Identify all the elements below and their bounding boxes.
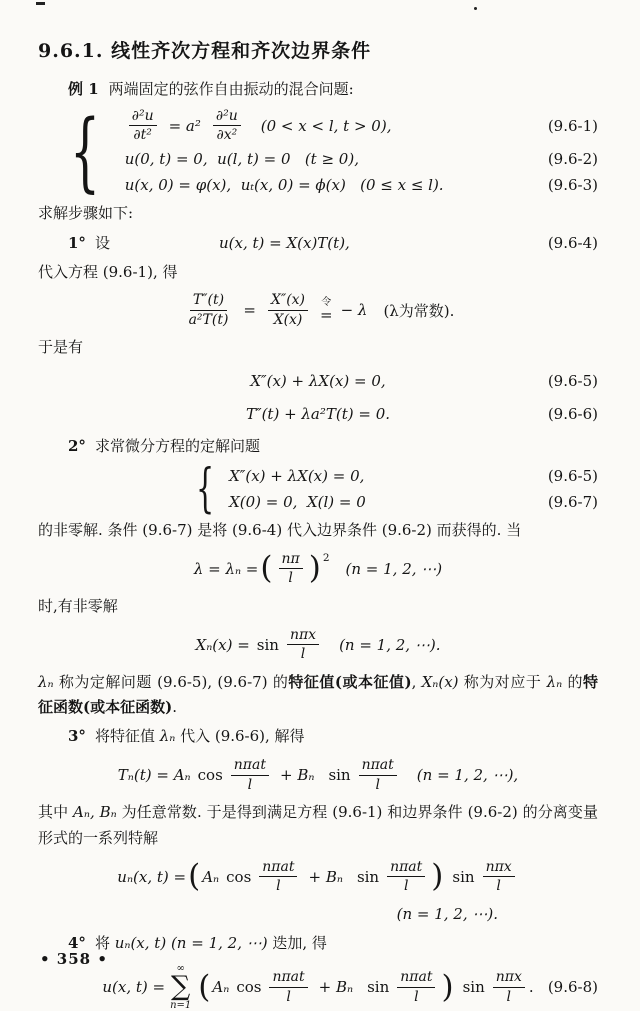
fraction: [213, 108, 241, 144]
numerator: ∂²u: [213, 108, 241, 127]
math-token: Xₙ(x): [421, 672, 459, 691]
summation-symbol: [170, 963, 191, 1011]
ode-t-equation: [38, 401, 598, 427]
denominator: l: [286, 988, 291, 1005]
step-verb: 设: [94, 233, 110, 252]
eigenvalue-equation: [38, 551, 598, 587]
math-token: λₙ: [546, 672, 563, 691]
text-run: 为任意常数. 于是得到满足方程 (9.6-1) 和边界条件 (9.6-2) 的分离变量形式的一系列特解: [38, 803, 598, 847]
then-nonzero-text: 时,有非零解: [38, 596, 118, 615]
denominator: l: [300, 646, 306, 663]
eigenvalue-term: 特征值(或本征值): [288, 672, 412, 691]
close-paren: ): [431, 858, 444, 895]
numerator: nπat: [359, 757, 397, 776]
fraction: [231, 757, 269, 793]
denominator: l: [288, 570, 293, 587]
denominator: l: [276, 878, 281, 895]
wave-equation-line: [125, 106, 598, 146]
denominator: a²T(t): [188, 311, 229, 328]
sin-function: sin: [367, 978, 390, 997]
text-run: 的: [562, 672, 583, 691]
eigenfunction-equation: [38, 627, 598, 663]
equation-tag: (9.6-5): [547, 467, 598, 486]
equals-sign: =: [320, 306, 333, 325]
cos-function: cos: [236, 978, 262, 997]
fraction: [129, 108, 157, 144]
numerator: nπat: [397, 969, 435, 988]
text-run: 将: [94, 933, 115, 952]
denominator: l: [506, 988, 512, 1005]
denominator: l: [375, 776, 380, 793]
boundary-condition-line: [125, 146, 598, 172]
text-run: .: [172, 698, 177, 717]
step-3-heading: [38, 724, 598, 750]
denominator: l: [403, 878, 409, 895]
text-run: 代入 (9.6-6), 解得: [175, 727, 305, 746]
sin-function: sin: [328, 766, 351, 785]
math-token: u(x, t) =: [102, 978, 166, 997]
constant-note: (λ为常数).: [383, 301, 455, 320]
fraction: [268, 292, 308, 328]
fraction: [186, 292, 232, 328]
math-token: X(0) = 0, X(l) = 0: [229, 493, 366, 512]
fraction: [269, 969, 307, 1005]
math-token: λ = λₙ =: [193, 559, 259, 578]
equals-sign: =: [243, 301, 256, 320]
denominator: ∂x²: [216, 127, 238, 144]
text-run: ,: [411, 672, 422, 691]
eigen-ode-line: [229, 463, 598, 489]
substitution-note: 代入方程 (9.6-1), 得: [38, 262, 178, 281]
numerator: ∂²u: [129, 108, 157, 127]
fraction: [359, 757, 397, 793]
open-paren: (: [198, 968, 211, 1005]
superposition-equation: [38, 963, 598, 1011]
step-number: 3°: [68, 727, 86, 746]
numerator: nπ: [279, 551, 303, 570]
section-title: 9.6.1. 线性齐次方程和齐次边界条件: [38, 40, 372, 62]
eigenfunction-term: 特征函数(或本征函数): [38, 672, 598, 717]
left-brace: {: [70, 101, 101, 202]
text-run: 其中: [38, 803, 74, 822]
fraction: [387, 859, 425, 895]
sin-function: sin: [452, 867, 475, 886]
math-token: λₙ: [159, 727, 176, 746]
math-token: Xₙ(x) =: [195, 635, 250, 654]
equation-tag: (9.6-6): [547, 405, 598, 424]
math-token: Aₙ: [202, 867, 220, 886]
index-condition: (n = 1, 2, ⋯).: [396, 904, 498, 923]
math-token: + Bₙ: [279, 766, 315, 785]
sigma-icon: ∑: [171, 971, 191, 1003]
sum-lower-limit: n=1: [170, 999, 192, 1011]
cos-function: cos: [226, 867, 252, 886]
steps-intro: 求解步骤如下:: [38, 203, 134, 222]
example-label: 例 1: [68, 80, 99, 98]
fraction: [397, 969, 435, 1005]
denote-mark: 令: [321, 297, 332, 309]
ode-x-equation: [38, 368, 598, 394]
eigen-bc-line: [229, 489, 598, 515]
open-paren: (: [188, 858, 201, 895]
arbitrary-constants-paragraph: [38, 800, 598, 852]
equation-tag: (9.6-7): [547, 493, 598, 512]
equation-tag: (9.6-3): [547, 175, 598, 194]
math-token: T″(t) + λa²T(t) = 0.: [245, 405, 391, 424]
thus-text: 于是有: [38, 338, 84, 357]
n-range-line: [38, 902, 598, 928]
text-run: 称为定解问题 (9.6-5), (9.6-7) 的: [53, 672, 289, 691]
step-number: 4°: [68, 933, 86, 952]
left-brace: {: [196, 459, 215, 520]
close-paren: ): [441, 968, 454, 1005]
math-token: uₙ(x, t) =: [117, 867, 187, 886]
sum-upper-limit: ∞: [176, 963, 185, 975]
math-token: λₙ: [38, 672, 54, 691]
sin-function: sin: [256, 635, 279, 654]
math-token: uₙ(x, t) (n = 1, 2, ⋯): [114, 933, 268, 952]
close-paren: ): [308, 550, 321, 587]
separation-equation: [38, 292, 598, 328]
index-condition: (n = 1, 2, ⋯): [345, 559, 443, 578]
math-token: + Bₙ: [318, 978, 354, 997]
math-token: u(x, 0) = φ(x), uₜ(x, 0) = ϕ(x) (0 ≤ x ≤ l).: [124, 175, 444, 194]
numerator: nπx: [483, 859, 515, 878]
numerator: nπx: [493, 969, 525, 988]
numerator: nπx: [287, 627, 319, 646]
step-number: 2°: [68, 437, 86, 456]
equation-tag: (9.6-8): [547, 978, 598, 997]
step-2-heading: [38, 434, 598, 460]
exponent: 2: [322, 551, 330, 564]
math-token: X″(x) + λX(x) = 0,: [250, 372, 386, 391]
ansatz-equation: u(x, t) = X(x)T(t),: [218, 233, 350, 252]
step-4-heading: [38, 931, 598, 957]
step-number: 1°: [68, 233, 86, 252]
fraction: [279, 551, 303, 587]
equation-system-1: [70, 101, 598, 202]
sin-function: sin: [462, 978, 485, 997]
math-token: X″(x) + λX(x) = 0,: [229, 467, 365, 486]
math-token: Aₙ, Bₙ: [73, 803, 117, 822]
denominator: l: [496, 878, 501, 895]
period: .: [528, 978, 534, 997]
fraction: [287, 627, 319, 663]
fraction: [483, 859, 515, 895]
domain-condition: (0 < x < l, t > 0),: [260, 116, 392, 135]
numerator: nπat: [387, 859, 425, 878]
step-1-heading: [38, 230, 598, 257]
text-run: 将特征值: [94, 727, 160, 746]
step-text: 求常微分方程的定解问题: [94, 437, 260, 456]
numerator: T″(t): [190, 292, 227, 311]
numerator: nπat: [259, 859, 297, 878]
index-condition: (n = 1, 2, ⋯),: [416, 766, 519, 785]
particular-solutions-equation: [38, 859, 598, 895]
fraction: [493, 969, 525, 1005]
equation-tag: (9.6-5): [547, 372, 598, 391]
equation-tag: (9.6-2): [547, 149, 598, 168]
text-run: 迭加, 得: [267, 933, 327, 952]
page-number: • 358 •: [40, 950, 108, 968]
numerator: nπat: [231, 757, 269, 776]
denote-equals: [320, 297, 333, 323]
eigen-terminology-paragraph: [38, 670, 598, 722]
denominator: X(x): [273, 311, 303, 328]
example-heading: [38, 77, 598, 103]
nonzero-solution-paragraph: 的非零解. 条件 (9.6-7) 是将 (9.6-4) 代入边界条件 (9.6-2) 而获得的. 当: [38, 521, 522, 540]
open-paren: (: [260, 550, 273, 587]
numerator: X″(x): [268, 292, 308, 311]
equation-tag: (9.6-4): [547, 233, 598, 252]
denominator: l: [247, 776, 253, 793]
math-token: u(0, t) = 0, u(l, t) = 0 (t ≥ 0),: [124, 149, 359, 168]
sin-function: sin: [356, 867, 380, 886]
cos-function: cos: [197, 766, 223, 785]
equation-system-2: [196, 459, 598, 520]
example-text: 两端固定的弦作自由振动的混合问题:: [108, 80, 354, 98]
math-token: − λ: [340, 301, 368, 320]
numerator: nπat: [269, 969, 307, 988]
math-token: Tₙ(t) = Aₙ: [117, 766, 191, 785]
denominator: ∂t²: [133, 127, 152, 144]
math-token: = a²: [168, 116, 201, 135]
text-run: 称为对应于: [458, 672, 547, 691]
general-t-solution: [38, 757, 598, 793]
denominator: l: [414, 988, 419, 1005]
math-token: + Bₙ: [308, 867, 343, 886]
fraction: [259, 859, 297, 895]
index-condition: (n = 1, 2, ⋯).: [339, 635, 441, 654]
math-token: Aₙ: [212, 978, 230, 997]
equation-tag: (9.6-1): [547, 116, 598, 135]
initial-condition-line: [125, 172, 598, 198]
